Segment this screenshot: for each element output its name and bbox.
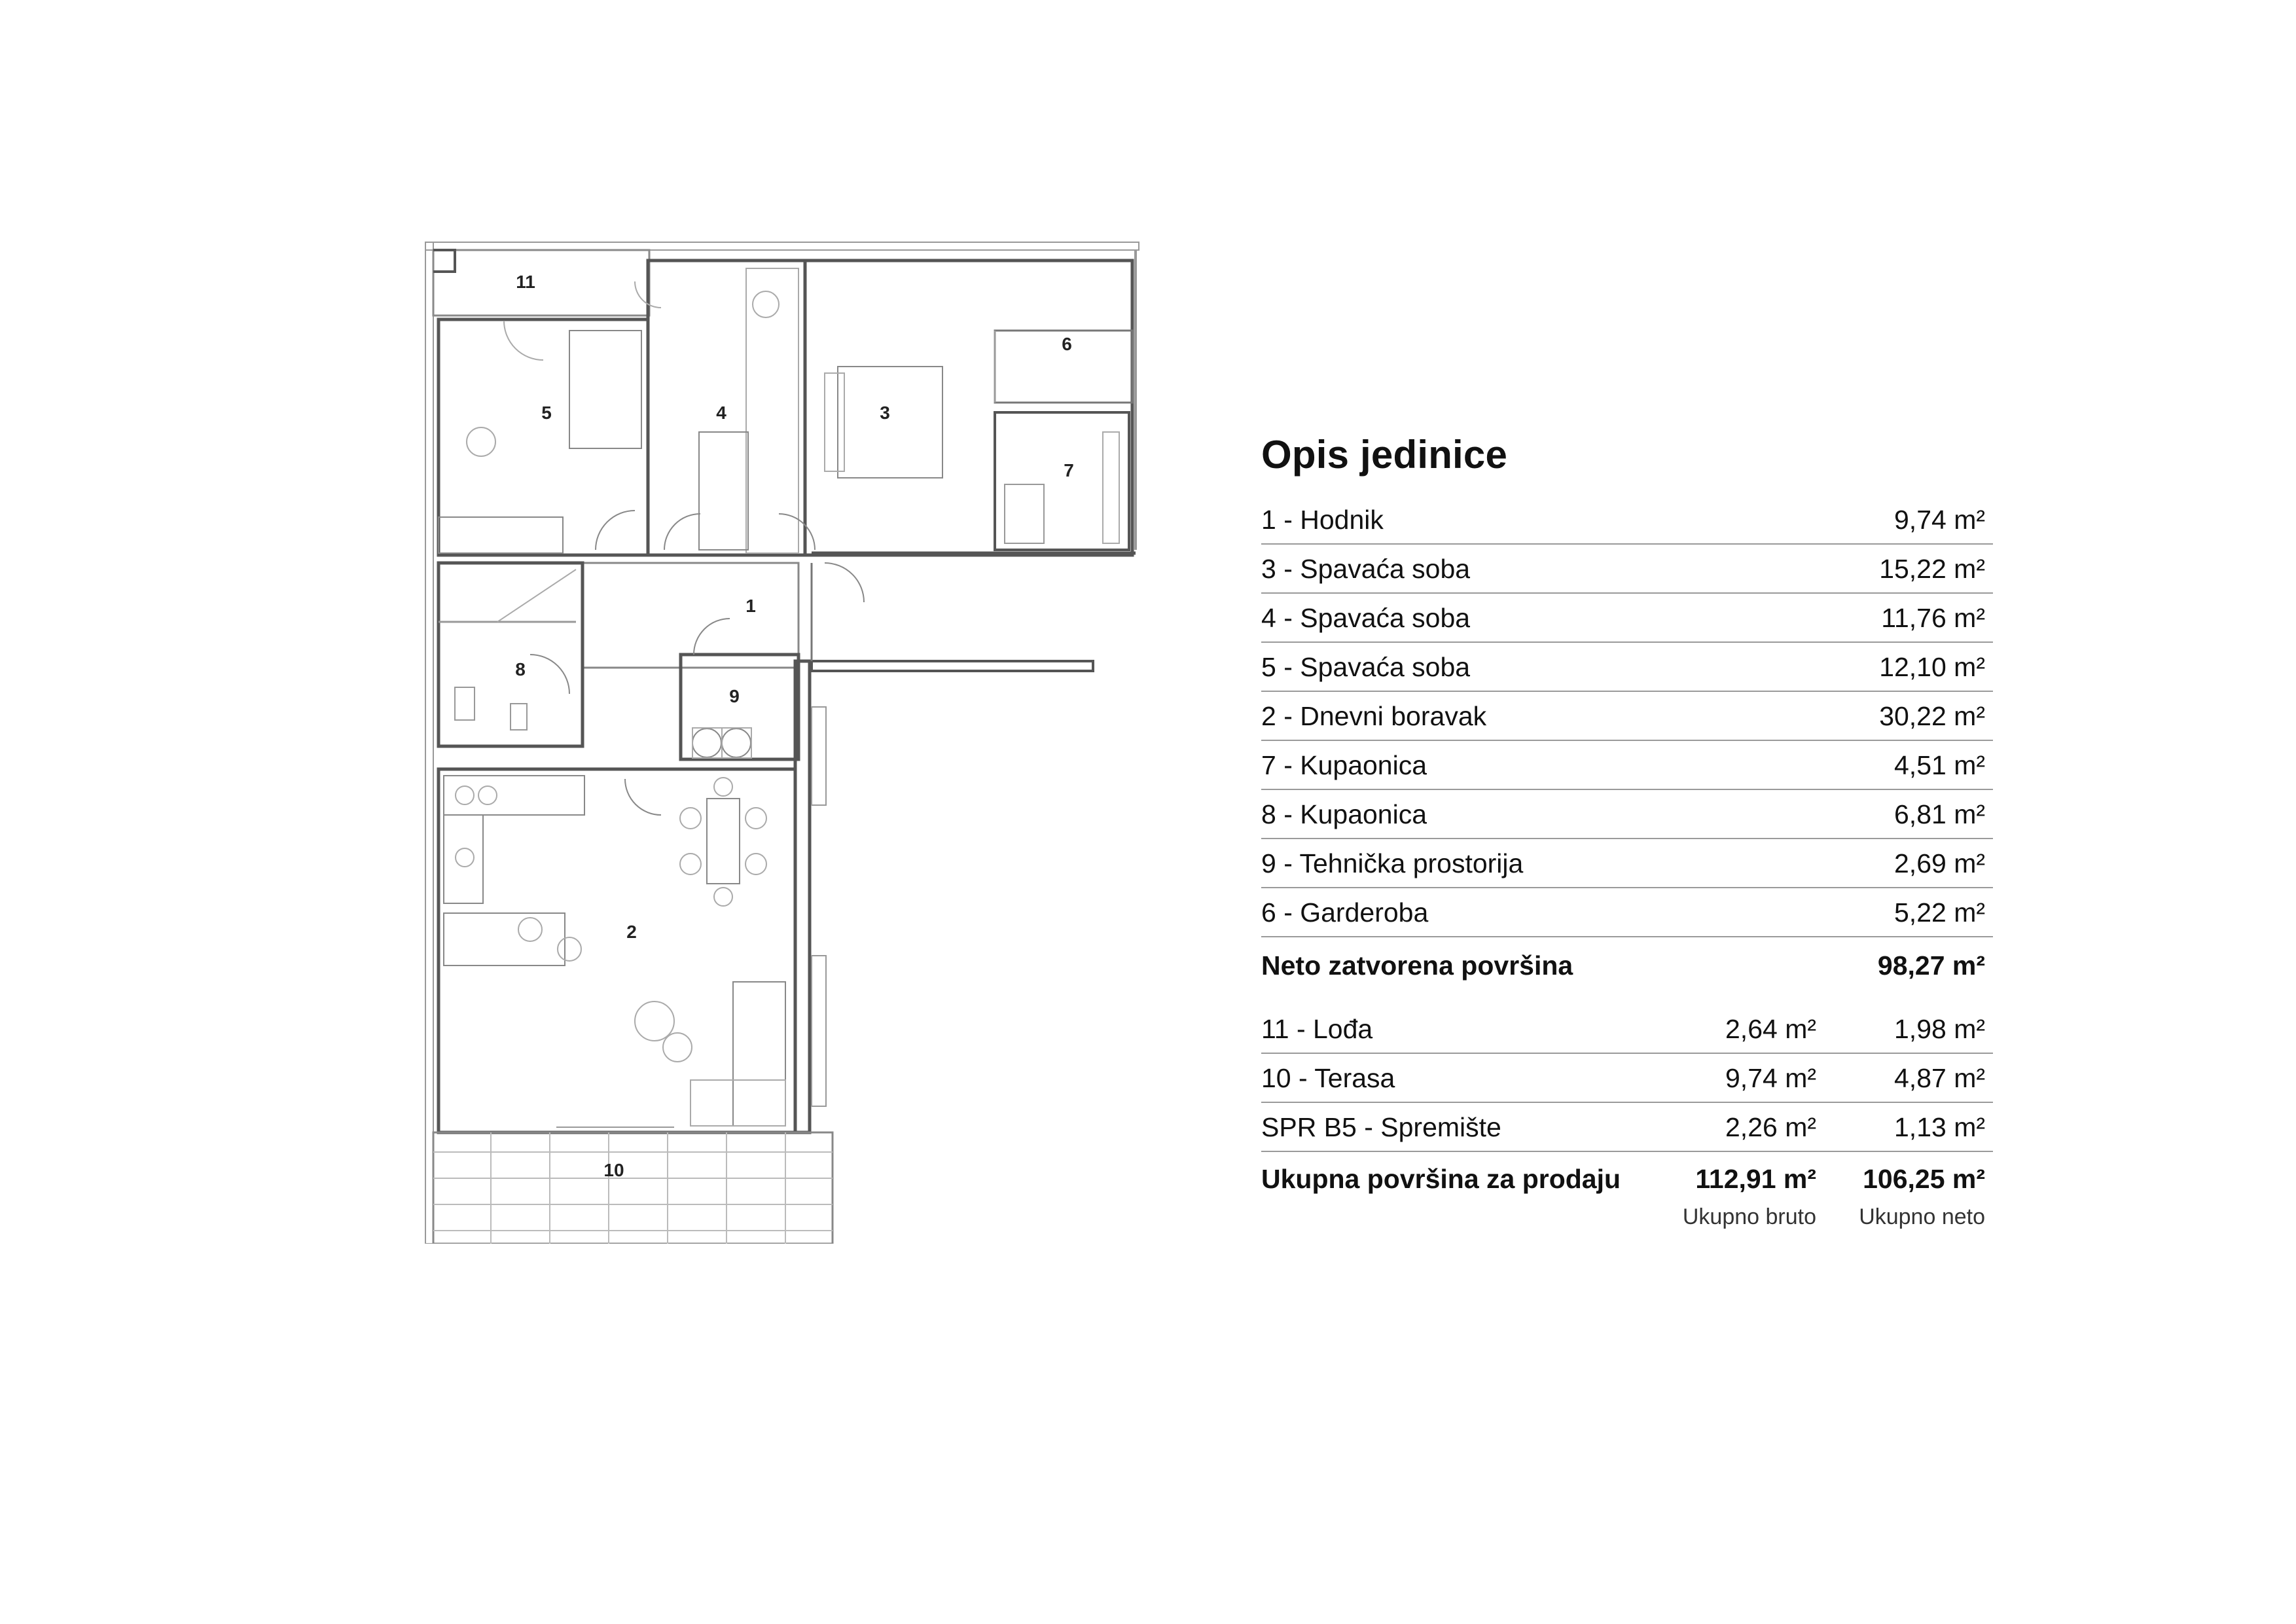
room-label-1: 1 <box>745 596 756 616</box>
room-row <box>1261 545 1993 594</box>
room-area: 4,51 m² <box>1894 750 1985 780</box>
total-footer <box>1261 1204 1993 1237</box>
room-label-5: 5 <box>541 403 552 423</box>
extra-net: 4,87 m² <box>1894 1063 1985 1093</box>
floor-plan-drawing <box>419 236 1145 1244</box>
extra-net: 1,13 m² <box>1894 1112 1985 1142</box>
extra-name: 11 - Lođa <box>1261 1014 1373 1044</box>
extra-gross: 9,74 m² <box>1725 1063 1816 1093</box>
room-label-2: 2 <box>626 922 637 942</box>
room-label-8: 8 <box>515 659 526 679</box>
gross-caption: Ukupno bruto <box>1682 1204 1816 1229</box>
room-row <box>1261 741 1993 790</box>
room-name: 4 - Spavaća soba <box>1261 603 1471 633</box>
room-label-6: 6 <box>1062 334 1072 354</box>
room-row <box>1261 643 1993 692</box>
room-row <box>1261 839 1993 888</box>
room-name: 5 - Spavaća soba <box>1261 652 1471 682</box>
room-row <box>1261 692 1993 741</box>
extra-row <box>1261 1054 1993 1103</box>
room-area: 11,76 m² <box>1881 603 1985 633</box>
floor-plan <box>419 236 1145 1244</box>
total-label: Ukupna površina za prodaju <box>1261 1164 1621 1194</box>
total-gross: 112,91 m² <box>1695 1164 1816 1194</box>
room-name: 2 - Dnevni boravak <box>1261 701 1487 731</box>
room-name: 6 - Garderoba <box>1261 897 1429 928</box>
room-row <box>1261 790 1993 839</box>
room-area: 15,22 m² <box>1879 554 1985 584</box>
extra-gross: 2,64 m² <box>1725 1014 1816 1044</box>
extra-gross: 2,26 m² <box>1725 1112 1816 1142</box>
room-area: 6,81 m² <box>1894 799 1985 829</box>
room-row <box>1261 594 1993 643</box>
room-area: 9,74 m² <box>1894 505 1985 535</box>
description-title: Opis jedinice <box>1261 433 1508 477</box>
room-label-11: 11 <box>516 272 535 292</box>
room-label-10: 10 <box>603 1160 624 1180</box>
room-name: 7 - Kupaonica <box>1261 750 1427 780</box>
unit-description <box>1261 432 1993 1237</box>
room-name: 8 - Kupaonica <box>1261 799 1427 829</box>
room-area: 2,69 m² <box>1894 848 1985 878</box>
extra-net: 1,98 m² <box>1894 1014 1985 1044</box>
extra-row <box>1261 1005 1993 1054</box>
room-label-4: 4 <box>716 403 726 423</box>
net-closed-label: Neto zatvorena površina <box>1261 950 1573 981</box>
total-row <box>1261 1152 1993 1204</box>
net-closed-area: 98,27 m² <box>1877 950 1985 981</box>
room-label-9: 9 <box>729 686 740 706</box>
room-area: 30,22 m² <box>1879 701 1985 731</box>
net-caption: Ukupno neto <box>1859 1204 1985 1229</box>
room-area: 5,22 m² <box>1894 897 1985 928</box>
room-area: 12,10 m² <box>1879 652 1985 682</box>
extra-name: SPR B5 - Spremište <box>1261 1112 1501 1142</box>
room-row <box>1261 496 1993 545</box>
extra-row <box>1261 1103 1993 1152</box>
extra-name: 10 - Terasa <box>1261 1063 1395 1093</box>
room-row <box>1261 888 1993 937</box>
room-name: 9 - Tehnička prostorija <box>1261 848 1524 878</box>
room-label-7: 7 <box>1064 460 1074 480</box>
room-name: 3 - Spavaća soba <box>1261 554 1471 584</box>
room-label-3: 3 <box>880 403 890 423</box>
net-closed-row <box>1261 937 1993 993</box>
total-net: 106,25 m² <box>1863 1164 1985 1194</box>
room-name: 1 - Hodnik <box>1261 505 1384 535</box>
